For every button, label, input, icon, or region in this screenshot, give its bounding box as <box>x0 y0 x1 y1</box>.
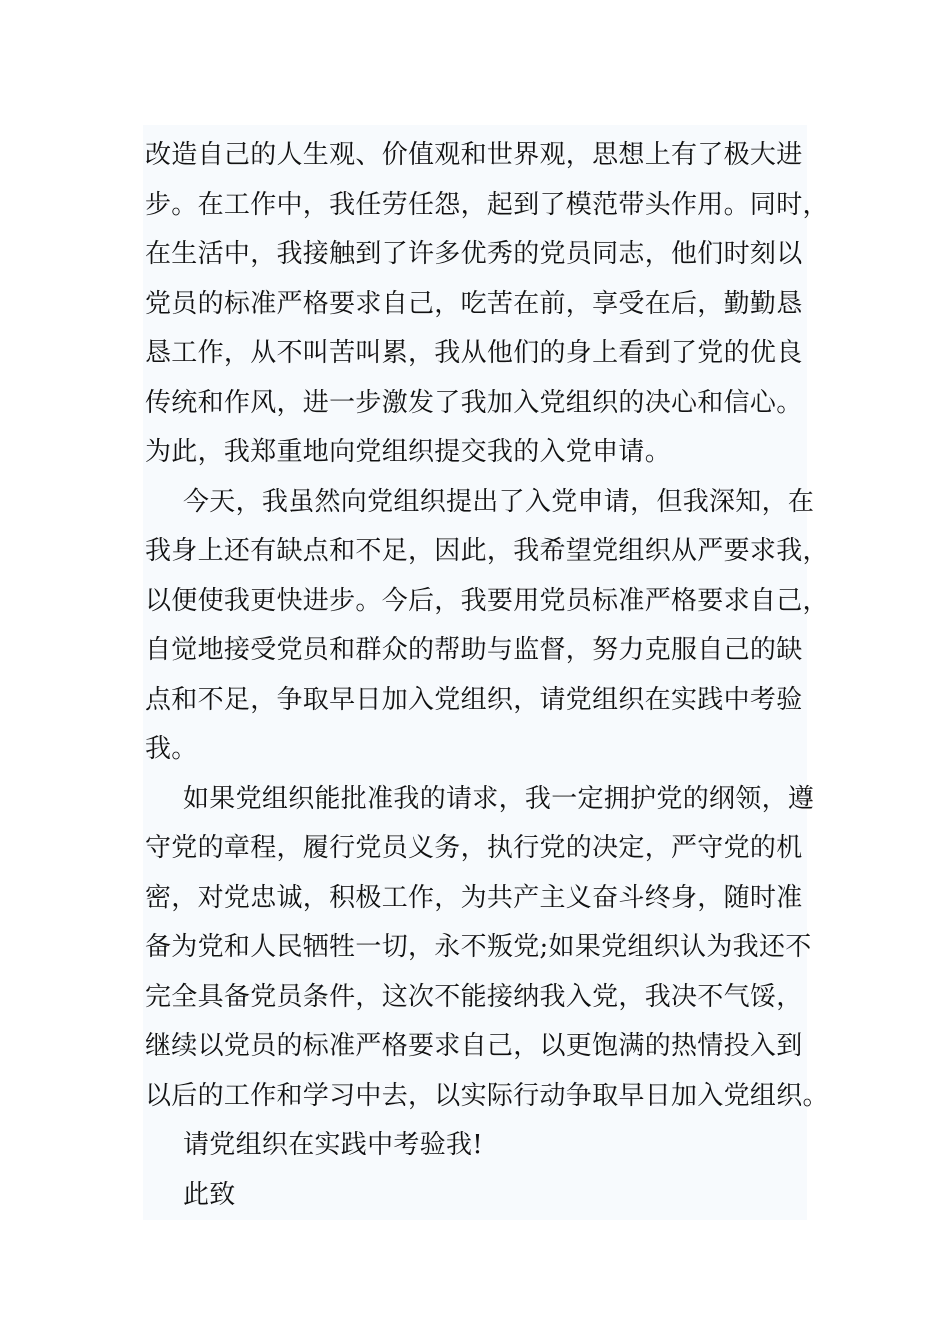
paragraph-first-line: 如果党组织能批准我的请求，我一定拥护党的纲领，遵 <box>183 784 815 814</box>
text-line: 守党的章程，履行党员义务，执行党的决定，严守党的机 <box>145 833 803 863</box>
text-line: 党员的标准严格要求自己，吃苦在前，享受在后，勤勤恳 <box>145 289 803 319</box>
text-line: 在生活中，我接触到了许多优秀的党员同志，他们时刻以 <box>145 239 803 269</box>
text-line: 继续以党员的标准严格要求自己，以更饱满的热情投入到 <box>145 1031 803 1061</box>
salutation-line: 此致 <box>183 1180 236 1210</box>
text-line: 步。在工作中，我任劳任怨，起到了模范带头作用。同时， <box>145 190 829 220</box>
document-text-block <box>143 125 829 1220</box>
text-line: 点和不足，争取早日加入党组织，请党组织在实践中考验 <box>145 685 803 715</box>
text-line: 自觉地接受党员和群众的帮助与监督，努力克服自己的缺 <box>145 635 803 665</box>
text-line: 我身上还有缺点和不足，因此，我希望党组织从严要求我， <box>145 536 829 566</box>
closing-request-line: 请党组织在实践中考验我! <box>183 1130 484 1160</box>
text-line: 我。 <box>145 734 198 764</box>
text-line: 以后的工作和学习中去，以实际行动争取早日加入党组织。 <box>145 1081 829 1111</box>
text-line: 以便使我更快进步。今后，我要用党员标准严格要求自己， <box>145 586 829 616</box>
text-line: 改造自己的人生观、价值观和世界观，思想上有了极大进 <box>145 140 803 170</box>
text-line: 传统和作风，进一步激发了我加入党组织的决心和信心。 <box>145 388 803 418</box>
text-line: 密，对党忠诚，积极工作，为共产主义奋斗终身，随时准 <box>145 883 803 913</box>
text-line: 恳工作，从不叫苦叫累，我从他们的身上看到了党的优良 <box>145 338 803 368</box>
paragraph-first-line: 今天，我虽然向党组织提出了入党申请，但我深知，在 <box>183 487 815 517</box>
text-line: 为此，我郑重地向党组织提交我的入党申请。 <box>145 437 672 467</box>
text-line: 备为党和人民牺牲一切，永不叛党;如果党组织认为我还不 <box>145 932 812 962</box>
text-line: 完全具备党员条件，这次不能接纳我入党，我决不气馁， <box>145 982 803 1012</box>
